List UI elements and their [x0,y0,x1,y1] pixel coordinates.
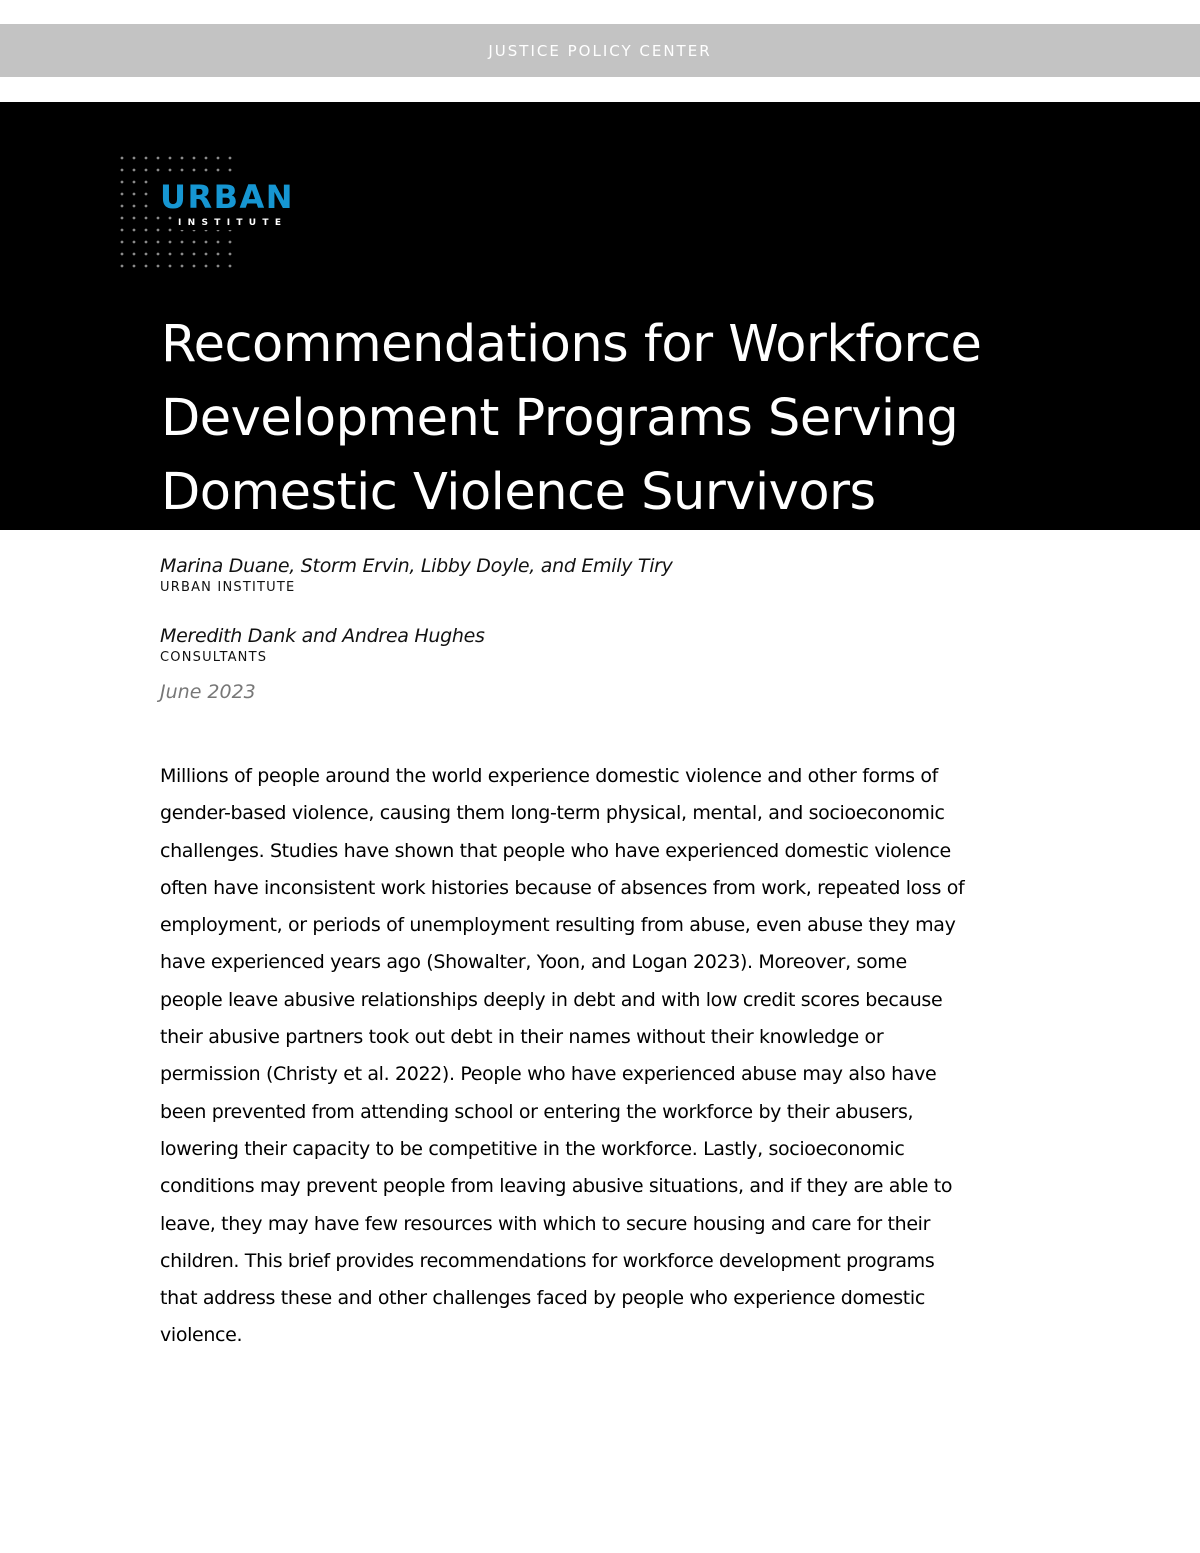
title-line: Recommendations for Workforce [161,315,982,374]
author-names: Marina Duane, Storm Ervin, Libby Doyle, and Emily Tiry [160,555,673,577]
abstract-line: that address these and other challenges faced by people who experience domestic [160,1287,925,1310]
svg-text:URBAN: URBAN [160,178,295,216]
abstract-line: challenges. Studies have shown that people who have experienced domestic violence [160,839,951,862]
center-label: JUSTICE POLICY CENTER [488,41,712,60]
abstract-line: leave, they may have few resources with which to secure housing and care for their [160,1212,931,1235]
abstract-line: conditions may prevent people from leaving abusive situations, and if they are able to [160,1175,953,1198]
abstract-line: children. This brief provides recommendations for workforce development programs [160,1249,935,1272]
abstract-line: violence. [160,1324,243,1347]
author-affiliation: CONSULTANTS [160,650,268,665]
abstract-line: been prevented from attending school or entering the workforce by their abusers, [160,1100,914,1123]
abstract-line: often have inconsistent work histories because of absences from work, repeated loss of [160,876,965,899]
svg-text:INSTITUTE: INSTITUTE [178,218,288,228]
abstract-line: Millions of people around the world experience domestic violence and other forms of [160,765,938,787]
abstract-paragraph [160,758,1060,1355]
page-title [161,308,1121,530]
author-block [160,553,1060,703]
abstract-line: lowering their capacity to be competitive in the workforce. Lastly, socioeconomic [160,1137,905,1160]
title-line: Domestic Violence Survivors [161,463,876,522]
title-line: Development Programs Serving [161,389,959,448]
author-names: Meredith Dank and Andrea Hughes [160,625,485,647]
abstract-line: gender-based violence, causing them long-term physical, mental, and socioeconomic [160,802,945,825]
abstract-line: have experienced years ago (Showalter, Yoon, and Logan 2023). Moreover, some [160,951,907,974]
author-group-urban [160,553,1060,597]
abstract-line: employment, or periods of unemployment resulting from abuse, even abuse they may [160,914,956,937]
abstract-line: permission (Christy et al. 2022). People who have experienced abuse may also have [160,1063,937,1086]
abstract-line: their abusive partners took out debt in their names without their knowledge or [160,1026,884,1049]
top-banner [0,24,1200,77]
author-group-consultants [160,623,1060,667]
hero-section [0,102,1200,530]
urban-institute-logo [118,152,318,272]
abstract-line: people leave abusive relationships deeply in debt and with low credit scores because [160,988,943,1011]
publication-date: June 2023 [160,681,256,703]
author-affiliation: URBAN INSTITUTE [160,580,296,595]
